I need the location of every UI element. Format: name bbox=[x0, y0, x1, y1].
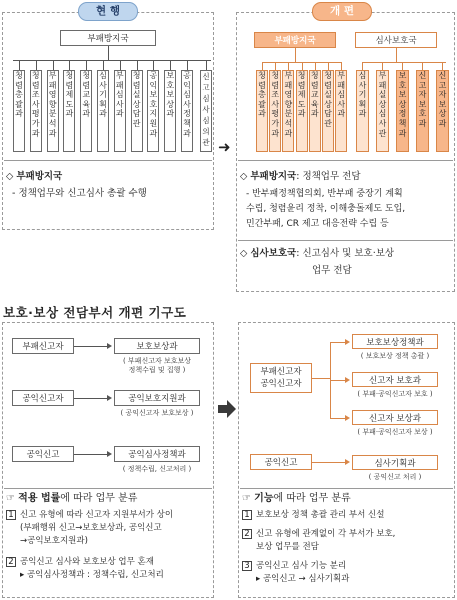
br-arrowhead bbox=[345, 415, 350, 421]
reformed-right-dept-0: 심사기획과 bbox=[356, 70, 369, 152]
bl-note-2: ( 정책수립, 신고처리 ) bbox=[122, 465, 192, 473]
br-item-1-line: 신고 유형에 관계없이 각 부서가 보호, bbox=[256, 529, 396, 539]
reformed-right-connector bbox=[402, 62, 403, 70]
br-source1-line1: 부패신고자 bbox=[260, 367, 302, 377]
bl-item-0-line: →공익보호지원과) bbox=[20, 536, 88, 546]
current-special-line bbox=[206, 60, 207, 70]
reformed-left-connector bbox=[302, 62, 303, 70]
reformed-trunk-left bbox=[295, 48, 296, 62]
current-dept-8: 공익보호지원과 bbox=[147, 70, 159, 152]
reformed-left-dept-6: 부패심사과 bbox=[335, 70, 347, 152]
diamond-icon: ◇ bbox=[240, 171, 248, 182]
reformed-right-connector bbox=[362, 62, 363, 70]
br-item-2-line: 공익신고 심사 기능 분리 bbox=[256, 561, 347, 571]
diamond-icon: ◇ bbox=[240, 248, 248, 259]
current-dept-connector bbox=[153, 60, 154, 70]
reformed-left-connector bbox=[262, 62, 263, 70]
bl-item-1-line: 공익신고 심사와 보호보상 업무 혼재 bbox=[20, 557, 154, 567]
current-dept-10: 공익심사정책과 bbox=[181, 70, 193, 152]
bottom-left-heading: ☞ 적용 법률에 따라 업무 분류 bbox=[6, 493, 138, 504]
bl-arrowhead bbox=[107, 451, 112, 457]
reformed-heading2-line2: 업무 전담 bbox=[312, 265, 352, 276]
reformed-left-dept-1: 청렴조사평가과 bbox=[269, 70, 281, 152]
current-separator bbox=[4, 160, 212, 161]
reformed-heading1: ◇ 부패방지국: 정책업무 전담 bbox=[240, 171, 361, 182]
bottom-right-heading: ☞ 기능에 따라 업무 분류 bbox=[242, 493, 351, 504]
bl-item-0-line: 신고 유형에 따라 신고자 지원부서가 상이 bbox=[20, 510, 174, 520]
reformed-desc-1: - 반부패정책협의회, 반부패 중장기 계획 bbox=[246, 189, 403, 199]
reformed-desc-3: 민간부패, CR 제고 대응전략 수립 등 bbox=[246, 219, 389, 229]
reformed-separator-2 bbox=[238, 240, 453, 241]
current-desc: - 정책업무와 신고심사 총괄 수행 bbox=[12, 188, 147, 199]
reformed-right-connector bbox=[442, 62, 443, 70]
bl-item-0-line: (부패행위 신고→보호보상과, 공익신고 bbox=[20, 523, 162, 533]
section-title: 보호·보상 전담부서 개편 기구도 bbox=[3, 305, 187, 320]
bl-from-2: 공익신고 bbox=[12, 446, 74, 462]
br-item-num-2: 3 bbox=[242, 561, 252, 571]
bl-note-0: ( 부패신고자 보호보상 bbox=[122, 357, 192, 365]
current-dept-connector bbox=[120, 60, 121, 70]
bl-from-1: 공익신고자 bbox=[12, 390, 74, 406]
reformed-right-connector bbox=[422, 62, 423, 70]
reformed-left-dept-5: 청렴실상담관 bbox=[322, 70, 334, 152]
bl-item-num-0: 1 bbox=[6, 510, 16, 520]
reformed-left-dept-3: 청렴제도과 bbox=[296, 70, 308, 152]
br-arrowhead-source2 bbox=[345, 459, 350, 465]
current-dept-connector bbox=[69, 60, 70, 70]
br-item-2-line: ▸ 공익신고 → 심사기획과 bbox=[256, 574, 350, 584]
br-source1-line2: 공익신고자 bbox=[260, 379, 302, 389]
br-target4-box: 심사기획과 bbox=[352, 455, 438, 470]
current-dept-connector bbox=[53, 60, 54, 70]
pointing-hand-icon: ☞ bbox=[6, 493, 15, 504]
bl-to-2: 공익심사정책과 bbox=[114, 446, 200, 462]
reformed-left-dept-4: 청렴교육과 bbox=[309, 70, 321, 152]
reformed-left-dept-0: 청렴총괄과 bbox=[256, 70, 268, 152]
bl-note-1: ( 공익신고자 보호보상 ) bbox=[120, 409, 194, 417]
current-dept-connector bbox=[187, 60, 188, 70]
br-item-1-line: 보상 업무를 전담 bbox=[256, 542, 319, 552]
br-fan-stem bbox=[312, 378, 330, 379]
reformed-parent-right: 심사보호국 bbox=[355, 32, 437, 48]
current-dept-3: 청렴제도과 bbox=[63, 70, 75, 152]
reformed-parent-left: 부패방지국 bbox=[254, 32, 336, 48]
reformed-left-dept-2: 부패영향분석과 bbox=[282, 70, 294, 152]
current-dept-9: 보호보상과 bbox=[164, 70, 176, 152]
reformed-left-connector bbox=[341, 62, 342, 70]
bl-to-1: 공익보호지원과 bbox=[114, 390, 200, 406]
current-dept-6: 부패심사과 bbox=[114, 70, 126, 152]
br-target4-note: ( 공익신고 처리 ) bbox=[368, 473, 422, 481]
current-dept-connector bbox=[19, 60, 20, 70]
bl-note-0: 정책수립 및 집행 ) bbox=[128, 366, 186, 374]
reformed-right-dept-2: 보호보상정책과 bbox=[396, 70, 409, 152]
reformed-separator bbox=[238, 160, 453, 161]
reformed-left-connector bbox=[328, 62, 329, 70]
reformed-left-connector bbox=[275, 62, 276, 70]
current-header: 현 행 bbox=[78, 2, 138, 21]
current-dept-1: 청렴조사평가과 bbox=[30, 70, 42, 152]
current-dept-7: 청렴실상담관 bbox=[131, 70, 143, 152]
pointing-hand-icon: ☞ bbox=[242, 493, 251, 504]
current-dept-connector bbox=[103, 60, 104, 70]
bl-to-0: 보호보상과 bbox=[114, 338, 200, 354]
br-target-1: 신고자 보호과 bbox=[352, 372, 438, 387]
current-heading: ◇ 부패방지국 bbox=[6, 171, 63, 182]
bottom-left-separator bbox=[4, 488, 212, 489]
bl-item-1-line: ▸ 공익심사정책과 : 정책수립, 신고처리 bbox=[20, 570, 164, 580]
bl-arrowhead bbox=[107, 343, 112, 349]
br-target-note-1: ( 부패·공익신고자 보호 ) bbox=[357, 390, 433, 398]
reformed-heading2: ◇ 심사보호국: 신고심사 및 보호·보상 bbox=[240, 248, 395, 259]
current-dept-connector bbox=[36, 60, 37, 70]
br-target-note-0: ( 보호보상 정책 총괄 ) bbox=[360, 352, 430, 360]
br-item-0-line: 보호보상 정책 총괄 관리 부서 신설 bbox=[256, 510, 385, 520]
bl-item-num-1: 2 bbox=[6, 557, 16, 567]
current-busbar bbox=[13, 60, 211, 61]
bl-arrow-line bbox=[74, 346, 108, 347]
bottom-right-separator bbox=[240, 488, 453, 489]
br-line-source2 bbox=[312, 462, 346, 463]
bl-from-0: 부패신고자 bbox=[12, 338, 74, 354]
reformed-right-dept-4: 신고자보상과 bbox=[436, 70, 449, 152]
current-parent-box: 부패방지국 bbox=[60, 30, 156, 46]
current-dept-connector bbox=[137, 60, 138, 70]
br-target-2: 신고자 보상과 bbox=[352, 410, 438, 425]
reformed-header: 개 편 bbox=[312, 2, 372, 21]
current-trunk bbox=[108, 46, 109, 60]
current-dept-4: 청렴교육과 bbox=[80, 70, 92, 152]
bl-arrowhead bbox=[107, 395, 112, 401]
current-dept-2: 부패영향분석과 bbox=[47, 70, 59, 152]
bl-arrow-line bbox=[74, 454, 108, 455]
br-fan-branch bbox=[330, 380, 346, 381]
current-dept-connector bbox=[86, 60, 87, 70]
reformed-right-connector bbox=[382, 62, 383, 70]
reformed-right-dept-3: 신고자보호과 bbox=[416, 70, 429, 152]
br-item-num-1: 2 bbox=[242, 529, 252, 539]
reformed-busbar-right bbox=[362, 62, 446, 63]
bl-arrow-line bbox=[74, 398, 108, 399]
br-fan-branch bbox=[330, 418, 346, 419]
reformed-trunk-right bbox=[396, 48, 397, 62]
current-dept-5: 심사기획과 bbox=[97, 70, 109, 152]
reformed-left-connector bbox=[315, 62, 316, 70]
br-target-note-2: ( 부패·공익신고자 보상 ) bbox=[357, 428, 433, 436]
br-arrowhead bbox=[345, 377, 350, 383]
br-source1-box bbox=[250, 363, 312, 393]
br-target-0: 보호보상정책과 bbox=[352, 334, 438, 349]
current-dept-connector bbox=[170, 60, 171, 70]
reformed-right-dept-1: 부패실상심사관 bbox=[376, 70, 389, 152]
br-arrowhead bbox=[345, 339, 350, 345]
current-dept-0: 청렴총괄과 bbox=[13, 70, 25, 152]
big-arrow-icon bbox=[218, 400, 236, 418]
reformed-left-connector bbox=[288, 62, 289, 70]
br-item-num-0: 1 bbox=[242, 510, 252, 520]
br-source2-box: 공익신고 bbox=[250, 454, 312, 470]
arrow-right-icon: ➜ bbox=[218, 138, 231, 156]
br-fan-branch bbox=[330, 342, 346, 343]
reformed-desc-2: 수립, 청렴윤리 정착, 이해충돌제도 도입, bbox=[246, 204, 406, 214]
diamond-icon: ◇ bbox=[6, 171, 14, 182]
current-special-box: 신고심사심의관 bbox=[200, 70, 212, 152]
